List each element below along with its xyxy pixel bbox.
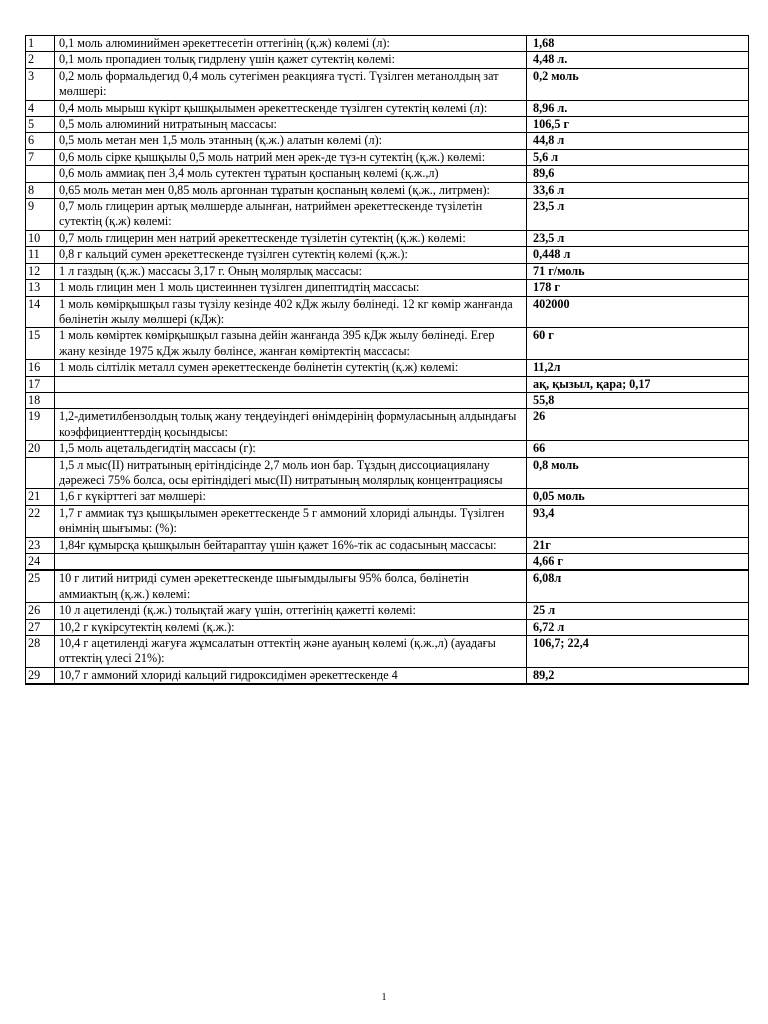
table-row bbox=[26, 392, 749, 408]
row-number: 4 bbox=[26, 100, 55, 116]
answer-text: 178 г bbox=[527, 280, 749, 296]
row-number: 15 bbox=[26, 328, 55, 360]
row-number: 28 bbox=[26, 636, 55, 668]
answer-text: 66 bbox=[527, 441, 749, 457]
answer-text: 89,2 bbox=[527, 667, 749, 683]
table-row bbox=[26, 133, 749, 149]
row-number: 19 bbox=[26, 409, 55, 441]
question-text bbox=[55, 684, 527, 685]
answer-text: 11,2л bbox=[527, 360, 749, 376]
question-text: 0,7 моль глицерин артық мөлшерде алынған, натриймен әрекеттескенде түзілетін сутектің (қ.ж) көлемі: bbox=[55, 199, 527, 231]
row-number: 22 bbox=[26, 505, 55, 537]
row-number: 18 bbox=[26, 392, 55, 408]
answer-text: 26 bbox=[527, 409, 749, 441]
table-row bbox=[26, 328, 749, 360]
answer-text: ақ, қызыл, қара; 0,17 bbox=[527, 376, 749, 392]
answer-text: 0,448 л bbox=[527, 247, 749, 263]
table-row bbox=[26, 489, 749, 505]
row-number: 29 bbox=[26, 667, 55, 683]
table-row bbox=[26, 100, 749, 116]
row-number: 12 bbox=[26, 263, 55, 279]
answer-text bbox=[527, 684, 749, 685]
table-row bbox=[26, 667, 749, 683]
question-text: 1 моль көмірқышқыл газы түзілу кезінде 402 кДж жылу бөлінеді. 12 кг көмір жанғанда бөлінетін жылу мөлшері (кДж): bbox=[55, 296, 527, 328]
answer-text: 21г bbox=[527, 537, 749, 553]
answer-text: 60 г bbox=[527, 328, 749, 360]
question-text bbox=[55, 376, 527, 392]
question-text: 1 моль сілтілік металл сумен әрекеттескенде бөлінетін сутектің (қ.ж) көлемі: bbox=[55, 360, 527, 376]
row-number: 8 bbox=[26, 182, 55, 198]
question-text: 0,7 моль глицерин мен натрий әрекеттескенде түзілетін сутектің (қ.ж.) көлемі: bbox=[55, 230, 527, 246]
row-number: 17 bbox=[26, 376, 55, 392]
question-text: 1,2-диметилбензолдың толық жану теңдеуіндегі өнімдерінің формуласының алдындағы коэффициенттердің қосындысы: bbox=[55, 409, 527, 441]
table-row bbox=[26, 149, 749, 165]
question-text: 1,7 г аммиак тұз қышқылымен әрекеттескенде 5 г аммоний хлориді алынды. Түзілген өнімнің шығымы: (%): bbox=[55, 505, 527, 537]
answer-text: 1,68 bbox=[527, 36, 749, 52]
row-number: 23 bbox=[26, 537, 55, 553]
table-row bbox=[26, 199, 749, 231]
answer-text: 402000 bbox=[527, 296, 749, 328]
question-text: 1,6 г күкірттегі зат мөлшері: bbox=[55, 489, 527, 505]
document-sheet bbox=[25, 35, 748, 685]
table-row bbox=[26, 636, 749, 668]
answer-text: 6,08л bbox=[527, 571, 749, 603]
row-number: 14 bbox=[26, 296, 55, 328]
question-text: 0,4 моль мырыш күкірт қышқылымен әрекеттескенде түзілген сутектің көлемі (л): bbox=[55, 100, 527, 116]
question-text: 10 г литий нитриді сумен әрекеттескенде шығымдылығы 95% болса, бөлінетін аммиактың (қ.ж.) көлемі: bbox=[55, 571, 527, 603]
question-text: 1,5 л мыс(II) нитратының ерітіндісінде 2,7 моль ион бар. Тұздың диссоциациялану дәрежесі 75% болса, осы ерітіндідегі мыс(II) нитратының молярлық концентрациясы bbox=[55, 457, 527, 489]
question-text: 1,5 моль ацетальдегидтің массасы (г): bbox=[55, 441, 527, 457]
answer-text: 0,2 моль bbox=[527, 68, 749, 100]
answer-text: 0,8 моль bbox=[527, 457, 749, 489]
row-number: 7 bbox=[26, 149, 55, 165]
answer-text: 33,6 л bbox=[527, 182, 749, 198]
answer-text: 5,6 л bbox=[527, 149, 749, 165]
question-text: 0,6 моль сірке қышқылы 0,5 моль натрий мен әрек-де түз-н сутектің (қ.ж.) көлемі: bbox=[55, 149, 527, 165]
row-number: 20 bbox=[26, 441, 55, 457]
question-text: 0,1 моль пропадиен толық гидрлену үшін қажет сутектің көлемі: bbox=[55, 52, 527, 68]
answer-text: 106,5 г bbox=[527, 117, 749, 133]
answer-text: 25 л bbox=[527, 603, 749, 619]
row-number bbox=[26, 684, 55, 685]
table-row bbox=[26, 571, 749, 603]
answer-text: 4,48 л. bbox=[527, 52, 749, 68]
question-text: 10,7 г аммоний хлориді кальций гидроксидімен әрекеттескенде 4 bbox=[55, 667, 527, 683]
table-row bbox=[26, 441, 749, 457]
answer-text: 0,05 моль bbox=[527, 489, 749, 505]
question-text: 10,2 г күкірсутектің көлемі (қ.ж.): bbox=[55, 619, 527, 635]
table-row bbox=[26, 36, 749, 52]
answer-text: 44,8 л bbox=[527, 133, 749, 149]
table-row bbox=[26, 505, 749, 537]
row-number: 2 bbox=[26, 52, 55, 68]
table-row bbox=[26, 247, 749, 263]
question-text: 0,65 моль метан мен 0,85 моль аргоннан тұратын қоспаның көлемі (қ.ж., литрмен): bbox=[55, 182, 527, 198]
question-text: 1 моль көміртек көмірқышқыл газына дейін жанғанда 395 кДж жылу бөлінеді. Егер жану кезінде 1975 кДж жылу бөлінсе, жанған көміртектің массасы: bbox=[55, 328, 527, 360]
question-text: 10 л ацетиленді (қ.ж.) толықтай жағу үшін, оттегінің қажетті көлемі: bbox=[55, 603, 527, 619]
table-row bbox=[26, 68, 749, 100]
row-number: 5 bbox=[26, 117, 55, 133]
row-number: 16 bbox=[26, 360, 55, 376]
answer-text: 55,8 bbox=[527, 392, 749, 408]
table-row bbox=[26, 537, 749, 553]
table-row bbox=[26, 360, 749, 376]
question-text: 0,5 моль метан мен 1,5 моль этанның (қ.ж.) алатын көлемі (л): bbox=[55, 133, 527, 149]
question-text: 0,8 г кальций сумен әрекеттескенде түзілген сутектің көлемі (қ.ж.): bbox=[55, 247, 527, 263]
questions-table bbox=[25, 35, 749, 685]
row-number: 10 bbox=[26, 230, 55, 246]
row-number: 24 bbox=[26, 554, 55, 570]
table-row bbox=[26, 554, 749, 570]
table-row bbox=[26, 684, 749, 685]
question-text: 1,84г құмырсқа қышқылын бейтараптау үшін қажет 16%-тік ас содасының массасы: bbox=[55, 537, 527, 553]
table-row bbox=[26, 603, 749, 619]
table-row bbox=[26, 182, 749, 198]
table-row bbox=[26, 280, 749, 296]
question-text: 10,4 г ацетиленді жағуға жұмсалатын оттектің және ауаның көлемі (қ.ж.,л) (ауадағы оттектің үлесі 21%): bbox=[55, 636, 527, 668]
table-row bbox=[26, 166, 749, 182]
row-number: 21 bbox=[26, 489, 55, 505]
table-row bbox=[26, 52, 749, 68]
table-row bbox=[26, 457, 749, 489]
row-number: 3 bbox=[26, 68, 55, 100]
row-number: 6 bbox=[26, 133, 55, 149]
table-row bbox=[26, 409, 749, 441]
row-number bbox=[26, 457, 55, 489]
question-text: 0,1 моль алюминиймен әрекеттесетін оттегінің (қ.ж) көлемі (л): bbox=[55, 36, 527, 52]
table-row bbox=[26, 230, 749, 246]
table-row bbox=[26, 117, 749, 133]
table-row bbox=[26, 296, 749, 328]
answer-text: 4,66 г bbox=[527, 554, 749, 570]
table-row bbox=[26, 619, 749, 635]
row-number bbox=[26, 166, 55, 182]
question-text: 0,2 моль формальдегид 0,4 моль сутегімен реакцияға түсті. Түзілген метанолдың зат мөлшері: bbox=[55, 68, 527, 100]
table-row bbox=[26, 263, 749, 279]
question-text: 1 моль глицин мен 1 моль цистеиннен түзілген дипептидтің массасы: bbox=[55, 280, 527, 296]
answer-text: 89,6 bbox=[527, 166, 749, 182]
table-row bbox=[26, 376, 749, 392]
answer-text: 23,5 л bbox=[527, 230, 749, 246]
question-text: 0,6 моль аммиақ пен 3,4 моль сутектен тұратын қоспаның көлемі (қ.ж.,л) bbox=[55, 166, 527, 182]
row-number: 25 bbox=[26, 571, 55, 603]
answer-text: 71 г/моль bbox=[527, 263, 749, 279]
question-text: 1 л газдың (қ.ж.) массасы 3,17 г. Оның молярлық массасы: bbox=[55, 263, 527, 279]
question-text bbox=[55, 392, 527, 408]
row-number: 27 bbox=[26, 619, 55, 635]
row-number: 9 bbox=[26, 199, 55, 231]
row-number: 1 bbox=[26, 36, 55, 52]
answer-text: 8,96 л. bbox=[527, 100, 749, 116]
row-number: 26 bbox=[26, 603, 55, 619]
answer-text: 106,7; 22,4 bbox=[527, 636, 749, 668]
answer-text: 93,4 bbox=[527, 505, 749, 537]
answer-text: 6,72 л bbox=[527, 619, 749, 635]
page-number: 1 bbox=[381, 992, 387, 1003]
row-number: 13 bbox=[26, 280, 55, 296]
row-number: 11 bbox=[26, 247, 55, 263]
question-text: 0,5 моль алюминий нитратының массасы: bbox=[55, 117, 527, 133]
answer-text: 23,5 л bbox=[527, 199, 749, 231]
question-text bbox=[55, 554, 527, 570]
